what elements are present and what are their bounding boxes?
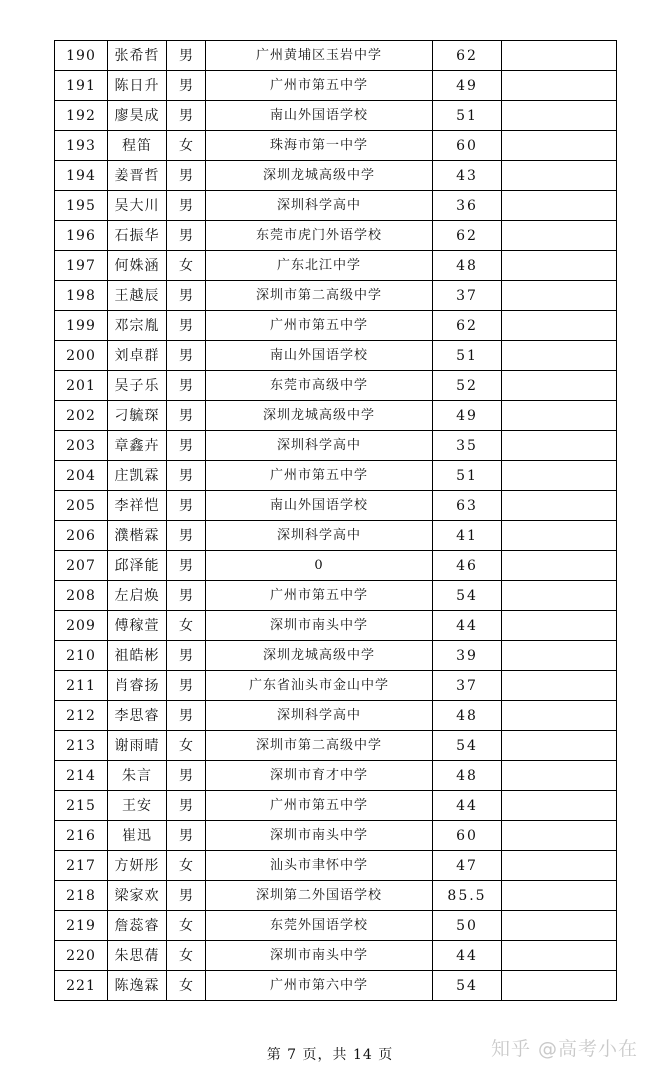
school-cell: 东莞外国语学校 [206, 911, 433, 941]
row-number: 211 [55, 671, 108, 701]
student-name: 濮楷霖 [108, 521, 167, 551]
gender-cell: 男 [167, 641, 206, 671]
score-cell: 37 [433, 671, 502, 701]
row-number: 203 [55, 431, 108, 461]
table-row [55, 941, 617, 971]
school-cell: 深圳市育才中学 [206, 761, 433, 791]
school-cell: 深圳科学高中 [206, 431, 433, 461]
score-cell: 46 [433, 551, 502, 581]
student-name: 石振华 [108, 221, 167, 251]
school-cell: 深圳市第二高级中学 [206, 731, 433, 761]
row-number: 193 [55, 131, 108, 161]
table-row [55, 131, 617, 161]
row-number: 215 [55, 791, 108, 821]
row-number: 191 [55, 71, 108, 101]
student-name: 崔迅 [108, 821, 167, 851]
score-cell: 62 [433, 41, 502, 71]
gender-cell: 女 [167, 941, 206, 971]
remark-cell [502, 911, 617, 941]
student-name: 方妍彤 [108, 851, 167, 881]
table-row [55, 371, 617, 401]
student-name: 朱言 [108, 761, 167, 791]
student-name: 左启焕 [108, 581, 167, 611]
remark-cell [502, 461, 617, 491]
table-row [55, 851, 617, 881]
student-name: 肖睿扬 [108, 671, 167, 701]
watermark: 知乎 @高考小在 [490, 1038, 638, 1060]
student-name: 王安 [108, 791, 167, 821]
remark-cell [502, 731, 617, 761]
student-name: 廖昊成 [108, 101, 167, 131]
student-name: 刁毓琛 [108, 401, 167, 431]
row-number: 204 [55, 461, 108, 491]
remark-cell [502, 341, 617, 371]
gender-cell: 男 [167, 41, 206, 71]
student-name: 谢雨晴 [108, 731, 167, 761]
remark-cell [502, 671, 617, 701]
row-number: 220 [55, 941, 108, 971]
score-cell: 54 [433, 731, 502, 761]
gender-cell: 男 [167, 521, 206, 551]
row-number: 207 [55, 551, 108, 581]
table-row [55, 311, 617, 341]
gender-cell: 男 [167, 491, 206, 521]
table-row [55, 551, 617, 581]
student-name: 梁家欢 [108, 881, 167, 911]
table-row [55, 971, 617, 1001]
remark-cell [502, 131, 617, 161]
row-number: 210 [55, 641, 108, 671]
page-footer: 第 7 页，共 14 页 [266, 1047, 394, 1063]
school-cell: 广州市第五中学 [206, 791, 433, 821]
gender-cell: 男 [167, 101, 206, 131]
row-number: 198 [55, 281, 108, 311]
score-cell: 48 [433, 251, 502, 281]
row-number: 213 [55, 731, 108, 761]
school-cell: 广州市第五中学 [206, 71, 433, 101]
school-cell: 深圳科学高中 [206, 701, 433, 731]
row-number: 197 [55, 251, 108, 281]
score-cell: 49 [433, 71, 502, 101]
score-cell: 37 [433, 281, 502, 311]
student-name: 吴子乐 [108, 371, 167, 401]
remark-cell [502, 311, 617, 341]
student-name: 李思睿 [108, 701, 167, 731]
score-cell: 36 [433, 191, 502, 221]
row-number: 196 [55, 221, 108, 251]
score-cell: 35 [433, 431, 502, 461]
score-cell: 44 [433, 941, 502, 971]
gender-cell: 男 [167, 401, 206, 431]
school-cell: 广州黄埔区玉岩中学 [206, 41, 433, 71]
student-name: 陈日升 [108, 71, 167, 101]
gender-cell: 男 [167, 581, 206, 611]
remark-cell [502, 371, 617, 401]
gender-cell: 女 [167, 851, 206, 881]
gender-cell: 女 [167, 911, 206, 941]
table-body [55, 41, 617, 1001]
remark-cell [502, 251, 617, 281]
row-number: 192 [55, 101, 108, 131]
table-row [55, 161, 617, 191]
school-cell: 东莞市虎门外语学校 [206, 221, 433, 251]
gender-cell: 男 [167, 791, 206, 821]
school-cell: 深圳市南头中学 [206, 821, 433, 851]
remark-cell [502, 281, 617, 311]
remark-cell [502, 41, 617, 71]
remark-cell [502, 101, 617, 131]
student-name: 章鑫卉 [108, 431, 167, 461]
gender-cell: 男 [167, 161, 206, 191]
row-number: 221 [55, 971, 108, 1001]
remark-cell [502, 221, 617, 251]
remark-cell [502, 641, 617, 671]
remark-cell [502, 431, 617, 461]
row-number: 209 [55, 611, 108, 641]
table-row [55, 641, 617, 671]
table-row [55, 401, 617, 431]
score-cell: 51 [433, 101, 502, 131]
school-cell: 广州市第五中学 [206, 311, 433, 341]
student-name: 王越辰 [108, 281, 167, 311]
student-name: 陈逸霖 [108, 971, 167, 1001]
gender-cell: 男 [167, 701, 206, 731]
table-row [55, 281, 617, 311]
row-number: 216 [55, 821, 108, 851]
gender-cell: 男 [167, 71, 206, 101]
student-name: 祖皓彬 [108, 641, 167, 671]
gender-cell: 男 [167, 431, 206, 461]
gender-cell: 女 [167, 251, 206, 281]
gender-cell: 男 [167, 311, 206, 341]
table-row [55, 191, 617, 221]
score-cell: 49 [433, 401, 502, 431]
row-number: 208 [55, 581, 108, 611]
row-number: 194 [55, 161, 108, 191]
score-cell: 51 [433, 461, 502, 491]
school-cell: 广州市第五中学 [206, 461, 433, 491]
row-number: 206 [55, 521, 108, 551]
score-cell: 51 [433, 341, 502, 371]
remark-cell [502, 941, 617, 971]
remark-cell [502, 881, 617, 911]
school-cell: 深圳市南头中学 [206, 611, 433, 641]
gender-cell: 男 [167, 191, 206, 221]
row-number: 205 [55, 491, 108, 521]
student-name: 庄凯霖 [108, 461, 167, 491]
school-cell: 南山外国语学校 [206, 101, 433, 131]
school-cell: 深圳龙城高级中学 [206, 161, 433, 191]
student-name: 姜晋哲 [108, 161, 167, 191]
student-name: 傅稼萱 [108, 611, 167, 641]
school-cell: 南山外国语学校 [206, 491, 433, 521]
student-name: 邱泽能 [108, 551, 167, 581]
table-row [55, 581, 617, 611]
table-row [55, 521, 617, 551]
remark-cell [502, 491, 617, 521]
row-number: 212 [55, 701, 108, 731]
table-row [55, 881, 617, 911]
score-cell: 41 [433, 521, 502, 551]
table-row [55, 101, 617, 131]
school-cell: 深圳第二外国语学校 [206, 881, 433, 911]
gender-cell: 男 [167, 221, 206, 251]
score-cell: 43 [433, 161, 502, 191]
gender-cell: 男 [167, 671, 206, 701]
table-row [55, 221, 617, 251]
remark-cell [502, 161, 617, 191]
gender-cell: 女 [167, 131, 206, 161]
school-cell: 广东省汕头市金山中学 [206, 671, 433, 701]
score-cell: 39 [433, 641, 502, 671]
student-name: 詹蕊睿 [108, 911, 167, 941]
table-row [55, 671, 617, 701]
gender-cell: 男 [167, 371, 206, 401]
gender-cell: 男 [167, 761, 206, 791]
school-cell: 深圳科学高中 [206, 521, 433, 551]
school-cell: 广州市第五中学 [206, 581, 433, 611]
score-cell: 85.5 [433, 881, 502, 911]
table-row [55, 71, 617, 101]
remark-cell [502, 611, 617, 641]
score-cell: 54 [433, 971, 502, 1001]
school-cell: 东莞市高级中学 [206, 371, 433, 401]
school-cell: 深圳龙城高级中学 [206, 401, 433, 431]
score-cell: 60 [433, 821, 502, 851]
row-number: 217 [55, 851, 108, 881]
score-cell: 52 [433, 371, 502, 401]
school-cell: 南山外国语学校 [206, 341, 433, 371]
student-name: 李祥恺 [108, 491, 167, 521]
remark-cell [502, 401, 617, 431]
table-row [55, 611, 617, 641]
remark-cell [502, 761, 617, 791]
gender-cell: 女 [167, 731, 206, 761]
score-cell: 47 [433, 851, 502, 881]
table-row [55, 461, 617, 491]
student-name: 朱思蒨 [108, 941, 167, 971]
school-cell: 深圳龙城高级中学 [206, 641, 433, 671]
remark-cell [502, 71, 617, 101]
gender-cell: 男 [167, 461, 206, 491]
row-number: 218 [55, 881, 108, 911]
score-cell: 44 [433, 791, 502, 821]
remark-cell [502, 191, 617, 221]
score-table [54, 40, 617, 1001]
score-cell: 62 [433, 221, 502, 251]
remark-cell [502, 701, 617, 731]
row-number: 199 [55, 311, 108, 341]
table-row [55, 251, 617, 281]
table-row [55, 761, 617, 791]
student-name: 何姝涵 [108, 251, 167, 281]
student-name: 刘卓群 [108, 341, 167, 371]
school-cell: 深圳科学高中 [206, 191, 433, 221]
score-cell: 62 [433, 311, 502, 341]
gender-cell: 女 [167, 971, 206, 1001]
gender-cell: 男 [167, 821, 206, 851]
row-number: 214 [55, 761, 108, 791]
remark-cell [502, 521, 617, 551]
gender-cell: 男 [167, 341, 206, 371]
row-number: 200 [55, 341, 108, 371]
score-cell: 48 [433, 701, 502, 731]
table-row [55, 911, 617, 941]
gender-cell: 男 [167, 551, 206, 581]
school-cell: 珠海市第一中学 [206, 131, 433, 161]
gender-cell: 男 [167, 881, 206, 911]
gender-cell: 男 [167, 281, 206, 311]
score-cell: 44 [433, 611, 502, 641]
table-row [55, 731, 617, 761]
remark-cell [502, 791, 617, 821]
gender-cell: 女 [167, 611, 206, 641]
remark-cell [502, 581, 617, 611]
student-name: 程笛 [108, 131, 167, 161]
remark-cell [502, 551, 617, 581]
school-cell: 深圳市第二高级中学 [206, 281, 433, 311]
score-cell: 48 [433, 761, 502, 791]
table-row [55, 41, 617, 71]
table-row [55, 491, 617, 521]
row-number: 202 [55, 401, 108, 431]
table-row [55, 791, 617, 821]
table-row [55, 701, 617, 731]
school-cell: 广州市第六中学 [206, 971, 433, 1001]
score-cell: 63 [433, 491, 502, 521]
remark-cell [502, 851, 617, 881]
table-row [55, 821, 617, 851]
row-number: 201 [55, 371, 108, 401]
school-cell: 汕头市聿怀中学 [206, 851, 433, 881]
school-cell: 广东北江中学 [206, 251, 433, 281]
score-cell: 54 [433, 581, 502, 611]
school-cell: 0 [206, 551, 433, 581]
school-cell: 深圳市南头中学 [206, 941, 433, 971]
remark-cell [502, 821, 617, 851]
row-number: 190 [55, 41, 108, 71]
score-cell: 50 [433, 911, 502, 941]
remark-cell [502, 971, 617, 1001]
row-number: 219 [55, 911, 108, 941]
student-name: 张希哲 [108, 41, 167, 71]
student-name: 邓宗胤 [108, 311, 167, 341]
table-row [55, 431, 617, 461]
table-row [55, 341, 617, 371]
score-cell: 60 [433, 131, 502, 161]
row-number: 195 [55, 191, 108, 221]
student-name: 吴大川 [108, 191, 167, 221]
